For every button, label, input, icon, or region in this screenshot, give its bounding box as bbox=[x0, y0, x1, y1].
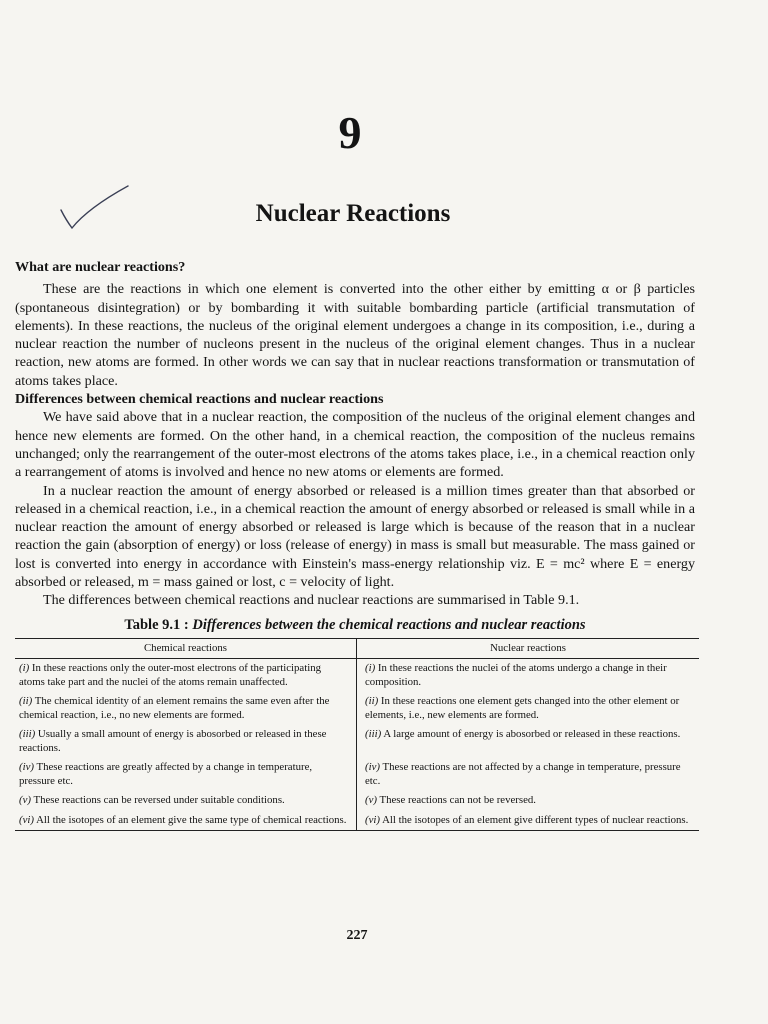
table-label: Table 9.1 : bbox=[124, 616, 189, 633]
table-cell bbox=[357, 725, 699, 758]
table-row bbox=[15, 758, 699, 791]
table-header-row bbox=[15, 639, 699, 660]
table-cell bbox=[357, 791, 699, 811]
table-cell bbox=[15, 791, 357, 811]
paragraph: These are the reactions in which one element is converted into the other either by emitting α or β particles (spontaneous disintegration) or by bombarding it with suitable bombarding particle (artificial transmutation of elements). In these reactions, the nucleus of the original element undergoes a change in its composition, i.e., during a nuclear reaction the number of nucleons present in the nucleus of the original element changes. Thus in a nuclear reaction, new atoms are formed. In other words we can say that in nuclear reactions transformation or transmutation of atoms takes place. bbox=[15, 281, 695, 389]
paragraph: The differences between chemical reactions and nuclear reactions are summarised in Table 9.1. bbox=[43, 592, 580, 609]
row-numeral: (vi) bbox=[19, 813, 34, 826]
comparison-table bbox=[15, 638, 699, 832]
column-header-nuclear: Nuclear reactions bbox=[490, 641, 566, 654]
row-numeral: (iv) bbox=[19, 761, 34, 774]
table-cell bbox=[15, 758, 357, 791]
table-row bbox=[15, 725, 699, 758]
page-number: 227 bbox=[346, 928, 368, 943]
table-row bbox=[15, 811, 699, 831]
row-numeral: (v) bbox=[19, 794, 31, 807]
cell-text: All the isotopes of an element give different types of nuclear reactions. bbox=[382, 813, 689, 826]
table-cell bbox=[357, 659, 699, 692]
row-numeral: (i) bbox=[365, 662, 376, 675]
table-row bbox=[15, 791, 699, 811]
cell-text: In these reactions the nuclei of the atoms undergo a change in their composition. bbox=[365, 662, 667, 688]
row-numeral: (ii) bbox=[19, 695, 33, 708]
cell-text: A large amount of energy is abosorbed or released in these reactions. bbox=[383, 728, 681, 741]
cell-text: All the isotopes of an element give the same type of chemical reactions. bbox=[36, 813, 347, 826]
chapter-number: 9 bbox=[338, 107, 362, 158]
chapter-title: Nuclear Reactions bbox=[255, 200, 451, 227]
cell-text: In these reactions one element gets changed into the other element or elements, i.e., new elements are formed. bbox=[365, 695, 680, 721]
column-header-chemical: Chemical reactions bbox=[15, 639, 357, 659]
row-numeral: (ii) bbox=[365, 695, 379, 708]
row-numeral: (i) bbox=[19, 662, 30, 675]
section-heading-differences: Differences between chemical reactions and nuclear reactions bbox=[15, 391, 384, 408]
table-cell bbox=[357, 758, 699, 791]
row-numeral: (iii) bbox=[365, 728, 382, 741]
table-cell bbox=[15, 692, 357, 725]
table-row bbox=[15, 692, 699, 725]
cell-text: These reactions can be reversed under suitable conditions. bbox=[33, 794, 285, 807]
table-cell bbox=[15, 725, 357, 758]
paragraph: In a nuclear reaction the amount of energy absorbed or released is a million times greater than that absorbed or released in a chemical reaction, i.e., in a chemical reaction the amount of energy absorbed or released is small while in a nuclear reaction the amount of energy absorbed or released is large which is because of the reason that in a nuclear reaction the gain (absorption of energy) or loss (release of energy) in mass is small but measurable. The mass gained or lost is converted into energy in accordance with Einstein's mass-energy relationship viz. E = mc² where E = energy absorbed or released, m = mass gained or lost, c = velocity of light. bbox=[15, 482, 695, 591]
cell-text: In these reactions only the outer-most electrons of the participating atoms take part and the nuclei of the atoms remain unaffected. bbox=[19, 662, 322, 688]
table-cell bbox=[357, 692, 699, 725]
row-numeral: (iv) bbox=[365, 761, 380, 774]
cell-text: These reactions are not affected by a change in temperature, pressure etc. bbox=[365, 761, 681, 787]
table-caption-text: Differences between the chemical reactions and nuclear reactions bbox=[192, 616, 586, 633]
row-numeral: (v) bbox=[365, 794, 377, 807]
cell-text: The chemical identity of an element remains the same even after the chemical reaction, i.e., no new elements are formed. bbox=[19, 695, 330, 721]
cell-text: These reactions are greatly affected by a change in temperature, pressure etc. bbox=[19, 761, 313, 787]
paragraph: We have said above that in a nuclear reaction, the composition of the nucleus of the original element changes and hence new elements are formed. On the other hand, in a chemical reaction, the composition of the nucleus remains unchanged; only the rearrangement of the outer-most electrons of the atoms takes place, i.e., in a chemical reaction only a rearrangement of atoms is involved and hence no new atoms or elements are formed. bbox=[15, 409, 695, 481]
cell-text: Usually a small amount of energy is abosorbed or released in these reactions. bbox=[19, 728, 327, 754]
table-row bbox=[15, 659, 699, 692]
table-body bbox=[15, 659, 699, 830]
row-numeral: (iii) bbox=[19, 728, 36, 741]
table-cell bbox=[15, 811, 357, 831]
table-cell bbox=[15, 659, 357, 692]
table-caption bbox=[15, 616, 695, 634]
row-numeral: (vi) bbox=[365, 813, 380, 826]
page-content bbox=[15, 258, 695, 831]
section-heading-nuclear-reactions: What are nuclear reactions? bbox=[15, 259, 186, 275]
cell-text: These reactions can not be reversed. bbox=[379, 794, 536, 807]
table-cell bbox=[357, 811, 699, 831]
